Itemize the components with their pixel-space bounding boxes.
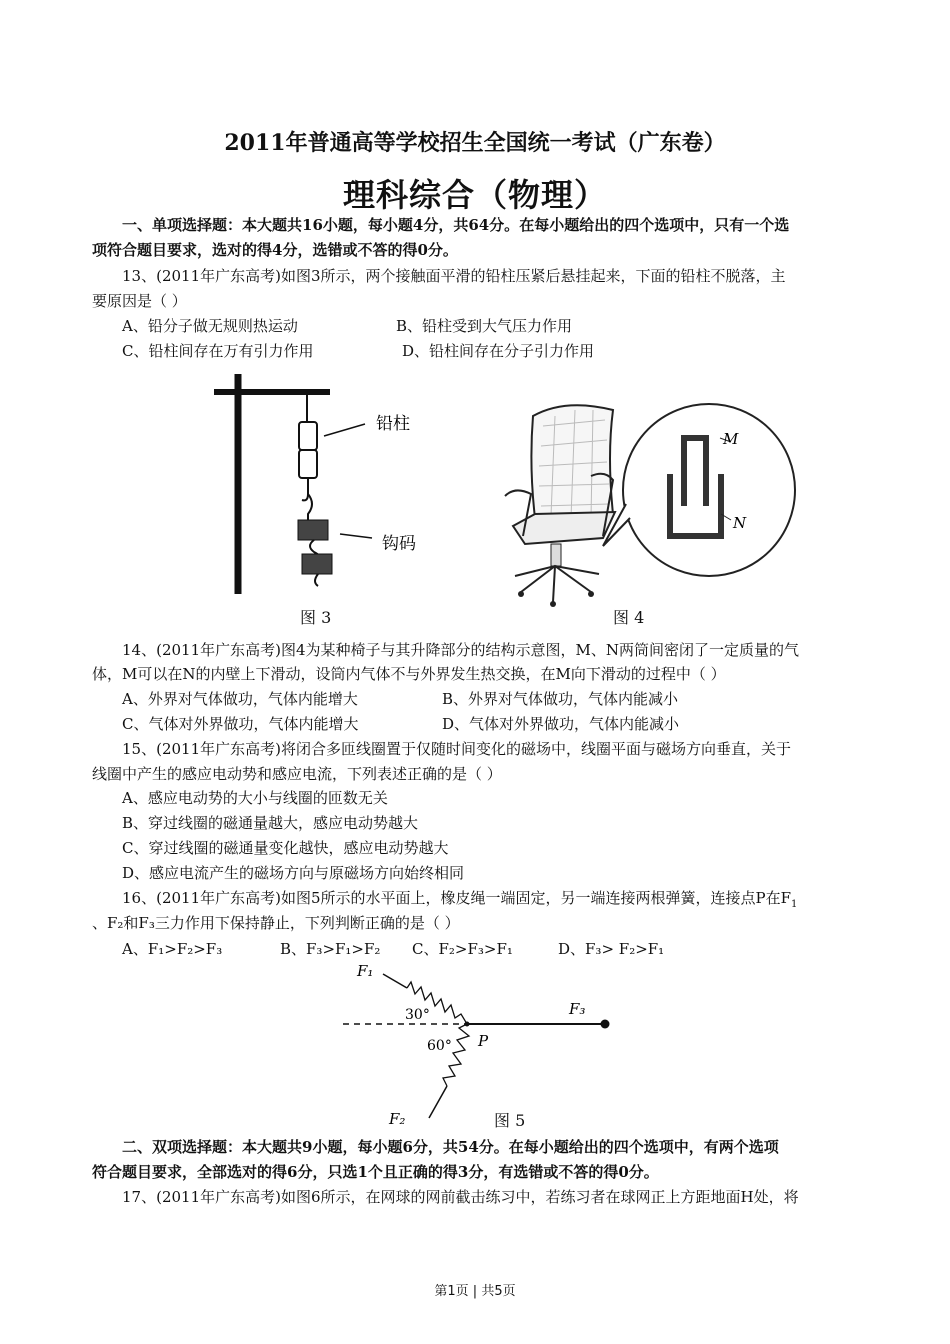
q14-option-b: B、外界对气体做功，气体内能减小: [442, 690, 679, 708]
fig4-label-n: N: [733, 514, 747, 532]
q14-stem-line2: 体，M可以在N的内壁上下滑动，设筒内气体不与外界发生热交换，在M向下滑动的过程中（ ）: [92, 665, 726, 683]
fig3-label-weight: 钩码: [382, 534, 416, 554]
figure-3-lead-cylinders: [210, 368, 450, 600]
q15-option-a: A、感应电动势的大小与线圈的匝数无关: [122, 789, 388, 807]
fig4-label-m: M: [723, 430, 739, 448]
q16-option-d: D、F₃> F₂>F₁: [558, 940, 665, 958]
q15-option-b: B、穿过线圈的磁通量越大，感应电动势越大: [122, 814, 419, 832]
q14-option-c: C、气体对外界做功，气体内能增大: [122, 715, 359, 733]
section2-instruction-line1: 二、双项选择题：本大题共9小题，每小题6分，共54分。在每小题给出的四个选项中，有两个选项: [122, 1138, 779, 1156]
section1-instruction-line2: 项符合题目要求，选对的得4分，选错或不答的得0分。: [92, 241, 458, 259]
q13-option-d: D、铅柱间存在分子引力作用: [402, 342, 595, 360]
figure-5-caption: 图 5: [494, 1111, 526, 1130]
q16-option-c: C、F₂>F₃>F₁: [412, 940, 513, 958]
fig5-label-p: P: [478, 1032, 489, 1050]
figure-5-forces: [335, 960, 635, 1132]
q15-stem-line2: 线圈中产生的感应电动势和感应电流，下列表述正确的是（ ）: [92, 765, 502, 783]
fig5-angle-30: 30°: [405, 1007, 430, 1023]
section1-instruction-line1: 一、单项选择题：本大题共16小题，每小题4分，共64分。在每小题给出的四个选项中，只有一个选: [122, 216, 790, 234]
fig3-label-lead: 铅柱: [376, 414, 410, 434]
q16-option-a: A、F₁>F₂>F₃: [122, 940, 223, 958]
exam-title: 2011年普通高等学校招生全国统一考试（广东卷）: [224, 130, 726, 156]
q13-stem-line1: 13、(2011年广东高考)如图3所示，两个接触面平滑的铅柱压紧后悬挂起来，下面的铅柱不脱落，主: [122, 267, 786, 285]
q13-option-b: B、铅柱受到大气压力作用: [396, 317, 573, 335]
fig5-label-f2: F₂: [389, 1110, 406, 1128]
q16-option-b: B、F₃>F₁>F₂: [280, 940, 381, 958]
q15-stem-line1: 15、(2011年广东高考)将闭合多匝线圈置于仅随时间变化的磁场中，线圈平面与磁场方向垂直，关于: [122, 740, 791, 758]
fig5-label-f3: F₃: [569, 1000, 586, 1018]
q14-option-d: D、气体对外界做功，气体内能减小: [442, 715, 680, 733]
q14-option-a: A、外界对气体做功，气体内能增大: [122, 690, 358, 708]
q14-stem-line1: 14、(2011年广东高考)图4为某种椅子与其升降部分的结构示意图，M、N两筒间密闭了一定质量的气: [122, 641, 799, 659]
fig5-angle-60: 60°: [427, 1038, 452, 1054]
q17-stem-line1: 17、(2011年广东高考)如图6所示，在网球的网前截击练习中，若练习者在球网正上方距地面H处，将: [122, 1188, 799, 1206]
subject-title: 理科综合（物理）: [342, 176, 607, 214]
q13-stem-line2: 要原因是（ ）: [92, 292, 187, 310]
figure-3-caption: 图 3: [300, 608, 332, 627]
figure-4-caption: 图 4: [613, 608, 645, 627]
section2-instruction-line2: 符合题目要求，全部选对的得6分，只选1个且正确的得3分，有选错或不答的得0分。: [92, 1163, 659, 1181]
q16-stem-line1: 16、(2011年广东高考)如图5所示的水平面上，橡皮绳一端固定，另一端连接两根弹簧，连接点P在$F_1$: [122, 889, 798, 910]
q13-option-c: C、铅柱间存在万有引力作用: [122, 342, 314, 360]
fig5-label-f1: F₁: [357, 962, 374, 980]
page-footer: 第1页 | 共5页: [434, 1284, 516, 1299]
q16-stem-line2: 、F₂和F₃三力作用下保持静止，下列判断正确的是（ ）: [92, 914, 460, 932]
figure-4-chair: [495, 396, 805, 624]
q15-option-d: D、感应电流产生的磁场方向与原磁场方向始终相同: [122, 864, 465, 882]
q13-option-a: A、铅分子做无规则热运动: [122, 317, 298, 335]
q15-option-c: C、穿过线圈的磁通量变化越快，感应电动势越大: [122, 839, 449, 857]
